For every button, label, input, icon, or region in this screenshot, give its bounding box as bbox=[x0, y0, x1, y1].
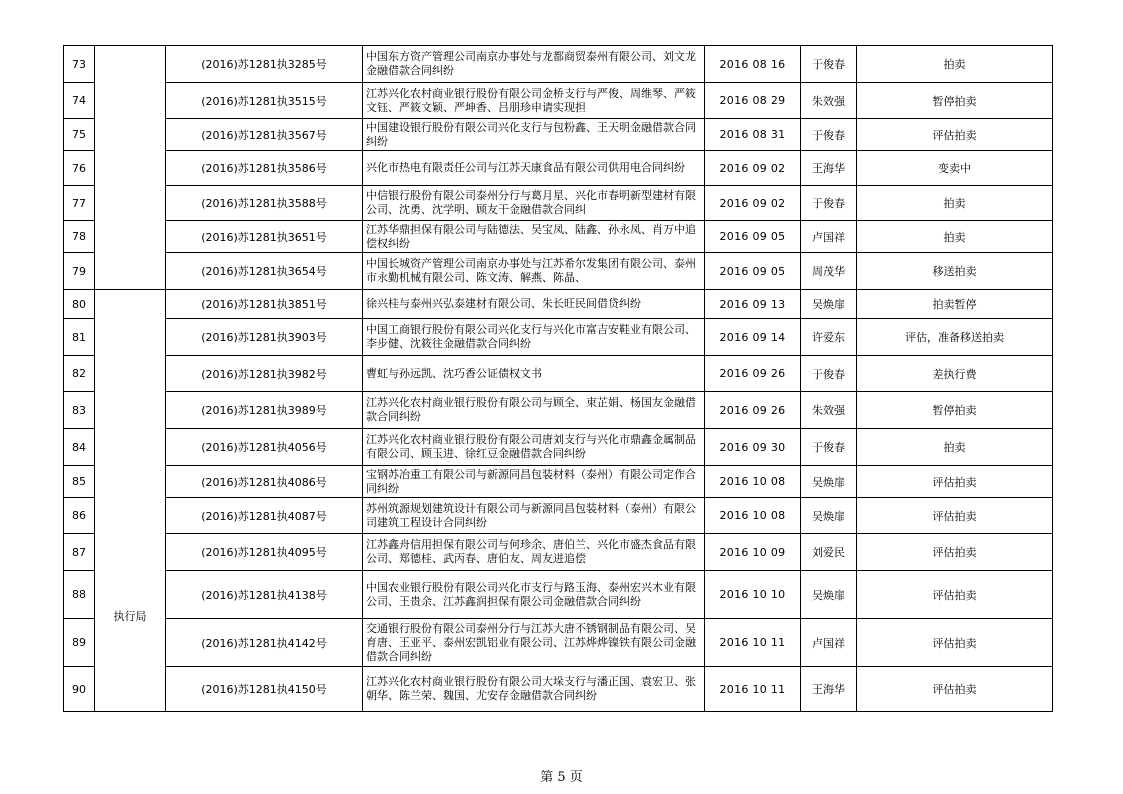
judge-name: 王海华 bbox=[801, 667, 857, 712]
case-number: (2016)苏1281执3515号 bbox=[166, 83, 363, 119]
row-number: 78 bbox=[64, 221, 95, 253]
case-status: 评估拍卖 bbox=[857, 667, 1053, 712]
filing-date: 2016 09 26 bbox=[705, 356, 801, 392]
row-number: 80 bbox=[64, 290, 95, 319]
case-cause bbox=[363, 667, 705, 712]
row-number: 90 bbox=[64, 667, 95, 712]
table-row bbox=[64, 667, 1053, 712]
filing-date: 2016 09 02 bbox=[705, 186, 801, 221]
case-cause bbox=[363, 290, 705, 319]
case-cause-text: 中国农业银行股份有限公司兴化市支行与路玉海、泰州宏兴木业有限公司、王贵余、江苏鑫润担保有限公司金融借款合同纠纷 bbox=[366, 580, 696, 608]
judge-name: 周茂华 bbox=[801, 253, 857, 290]
filing-date: 2016 09 26 bbox=[705, 392, 801, 429]
case-cause bbox=[363, 392, 705, 429]
case-status: 评估拍卖 bbox=[857, 498, 1053, 534]
case-number: (2016)苏1281执4138号 bbox=[166, 571, 363, 619]
judge-name: 朱效强 bbox=[801, 83, 857, 119]
case-cause bbox=[363, 186, 705, 221]
case-cause-text: 中国建设银行股份有限公司兴化支行与包粉鑫、王天明金融借款合同纠纷 bbox=[366, 120, 696, 148]
row-number: 76 bbox=[64, 151, 95, 186]
case-cause-text: 江苏兴化农村商业银行股份有限公司金桥支行与严俊、周维琴、严筱文钰、严筱文颖、严坤香、吕朋珍申请实现担 bbox=[366, 86, 696, 114]
case-number: (2016)苏1281执4087号 bbox=[166, 498, 363, 534]
case-cause-text: 中国工商银行股份有限公司兴化支行与兴化市富吉安鞋业有限公司、李步健、沈筱往金融借款合同纠纷 bbox=[366, 323, 696, 350]
case-cause-text: 江苏兴化农村商业银行股份有限公司唐刘支行与兴化市鼎鑫金属制品有限公司、顾玉进、徐红豆金融借款合同纠纷 bbox=[366, 433, 696, 460]
case-number: (2016)苏1281执4056号 bbox=[166, 429, 363, 466]
case-number: (2016)苏1281执3903号 bbox=[166, 319, 363, 356]
case-status: 移送拍卖 bbox=[857, 253, 1053, 290]
case-cause bbox=[363, 466, 705, 498]
filing-date: 2016 10 08 bbox=[705, 466, 801, 498]
judge-name: 吴焕扉 bbox=[801, 571, 857, 619]
case-status: 评估拍卖 bbox=[857, 534, 1053, 571]
judge-name: 于俊春 bbox=[801, 46, 857, 83]
case-number: (2016)苏1281执3982号 bbox=[166, 356, 363, 392]
filing-date: 2016 09 02 bbox=[705, 151, 801, 186]
case-cause bbox=[363, 571, 705, 619]
table-row bbox=[64, 319, 1053, 356]
filing-date: 2016 08 31 bbox=[705, 119, 801, 151]
case-cause-text: 江苏兴化农村商业银行股份有限公司与顾全、束芷娟、杨国友金融借款合同纠纷 bbox=[366, 396, 696, 423]
filing-date: 2016 10 10 bbox=[705, 571, 801, 619]
unit-cell-blank bbox=[95, 46, 166, 290]
filing-date: 2016 09 05 bbox=[705, 221, 801, 253]
filing-date: 2016 10 11 bbox=[705, 619, 801, 667]
case-cause bbox=[363, 619, 705, 667]
filing-date: 2016 08 29 bbox=[705, 83, 801, 119]
case-number: (2016)苏1281执3586号 bbox=[166, 151, 363, 186]
case-cause-text: 徐兴桂与泰州兴弘泰建材有限公司、朱长旺民间借贷纠纷 bbox=[366, 297, 641, 310]
case-cause-text: 中国长城资产管理公司南京办事处与江苏希尔发集团有限公司、泰州市永勤机械有限公司、陈文涛、解燕、陈晶、 bbox=[366, 257, 696, 284]
case-cause-text: 苏州筑源规划建筑设计有限公司与新源同昌包装材料（泰州）有限公司建筑工程设计合同纠纷 bbox=[366, 501, 696, 529]
row-number: 88 bbox=[64, 571, 95, 619]
case-status: 评估拍卖 bbox=[857, 466, 1053, 498]
table-row bbox=[64, 119, 1053, 151]
case-number: (2016)苏1281执3851号 bbox=[166, 290, 363, 319]
row-number: 77 bbox=[64, 186, 95, 221]
case-cause bbox=[363, 221, 705, 253]
judge-name: 卢国祥 bbox=[801, 221, 857, 253]
filing-date: 2016 10 08 bbox=[705, 498, 801, 534]
case-cause bbox=[363, 534, 705, 571]
judge-name: 于俊春 bbox=[801, 119, 857, 151]
row-number: 86 bbox=[64, 498, 95, 534]
filing-date: 2016 09 05 bbox=[705, 253, 801, 290]
case-number: (2016)苏1281执3654号 bbox=[166, 253, 363, 290]
row-number: 81 bbox=[64, 319, 95, 356]
table-row bbox=[64, 619, 1053, 667]
row-number: 73 bbox=[64, 46, 95, 83]
case-cause bbox=[363, 46, 705, 83]
case-cause-text: 江苏华鼎担保有限公司与陆德法、吴宝凤、陆鑫、孙永凤、肖万中追偿权纠纷 bbox=[366, 222, 696, 250]
case-cause-text: 交通银行股份有限公司泰州分行与江苏大唐不锈钢制品有限公司、吴育唐、王亚平、泰州宏凯铝业有限公司、江苏烨烨镍铁有限公司金融借款合同纠纷 bbox=[366, 621, 696, 663]
row-number: 89 bbox=[64, 619, 95, 667]
case-number: (2016)苏1281执3567号 bbox=[166, 119, 363, 151]
table-row bbox=[64, 151, 1053, 186]
case-cause-text: 曹虹与孙远凯、沈巧香公证债权文书 bbox=[366, 366, 542, 380]
case-status: 拍卖暂停 bbox=[857, 290, 1053, 319]
case-status: 拍卖 bbox=[857, 186, 1053, 221]
case-number: (2016)苏1281执3588号 bbox=[166, 186, 363, 221]
case-status: 评估，准备移送拍卖 bbox=[857, 319, 1053, 356]
table-row bbox=[64, 83, 1053, 119]
table-row bbox=[64, 186, 1053, 221]
table-row bbox=[64, 571, 1053, 619]
row-number: 84 bbox=[64, 429, 95, 466]
judge-name: 于俊春 bbox=[801, 356, 857, 392]
row-number: 83 bbox=[64, 392, 95, 429]
case-cause bbox=[363, 253, 705, 290]
filing-date: 2016 09 14 bbox=[705, 319, 801, 356]
unit-label: 执行局 bbox=[95, 290, 166, 712]
case-table bbox=[63, 45, 1053, 712]
case-number: (2016)苏1281执4086号 bbox=[166, 466, 363, 498]
table-row bbox=[64, 290, 1053, 319]
case-status: 拍卖 bbox=[857, 221, 1053, 253]
case-cause bbox=[363, 151, 705, 186]
case-status: 变卖中 bbox=[857, 151, 1053, 186]
case-cause bbox=[363, 319, 705, 356]
judge-name: 朱效强 bbox=[801, 392, 857, 429]
judge-name: 于俊春 bbox=[801, 429, 857, 466]
table-row bbox=[64, 534, 1053, 571]
judge-name: 吴焕扉 bbox=[801, 466, 857, 498]
case-status: 拍卖 bbox=[857, 46, 1053, 83]
filing-date: 2016 10 09 bbox=[705, 534, 801, 571]
case-table-body bbox=[64, 46, 1053, 712]
judge-name: 于俊春 bbox=[801, 186, 857, 221]
judge-name: 许爱东 bbox=[801, 319, 857, 356]
case-status: 评估拍卖 bbox=[857, 619, 1053, 667]
judge-name: 卢国祥 bbox=[801, 619, 857, 667]
row-number: 87 bbox=[64, 534, 95, 571]
row-number: 74 bbox=[64, 83, 95, 119]
row-number: 85 bbox=[64, 466, 95, 498]
case-number: (2016)苏1281执3285号 bbox=[166, 46, 363, 83]
case-number: (2016)苏1281执3651号 bbox=[166, 221, 363, 253]
judge-name: 王海华 bbox=[801, 151, 857, 186]
filing-date: 2016 09 30 bbox=[705, 429, 801, 466]
case-number: (2016)苏1281执4095号 bbox=[166, 534, 363, 571]
case-cause-text: 江苏鑫舟信用担保有限公司与何珍余、唐伯兰、兴化市盛杰食品有限公司、郑德桂、武丙春、唐伯友、周友进追偿 bbox=[366, 538, 696, 565]
filing-date: 2016 08 16 bbox=[705, 46, 801, 83]
case-number: (2016)苏1281执3989号 bbox=[166, 392, 363, 429]
case-cause bbox=[363, 356, 705, 392]
case-cause bbox=[363, 83, 705, 119]
row-number: 79 bbox=[64, 253, 95, 290]
page-number: 第 5 页 bbox=[540, 770, 583, 785]
table-row bbox=[64, 466, 1053, 498]
row-number: 75 bbox=[64, 119, 95, 151]
case-status: 暂停拍卖 bbox=[857, 392, 1053, 429]
row-number: 82 bbox=[64, 356, 95, 392]
case-cause-text: 兴化市热电有限责任公司与江苏天康食品有限公司供用电合同纠纷 bbox=[366, 161, 685, 174]
case-status: 暂停拍卖 bbox=[857, 83, 1053, 119]
case-cause bbox=[363, 429, 705, 466]
case-cause bbox=[363, 119, 705, 151]
table-row bbox=[64, 429, 1053, 466]
table-row bbox=[64, 253, 1053, 290]
filing-date: 2016 09 13 bbox=[705, 290, 801, 319]
case-status: 拍卖 bbox=[857, 429, 1053, 466]
judge-name: 刘爱民 bbox=[801, 534, 857, 571]
case-status: 评估拍卖 bbox=[857, 571, 1053, 619]
table-row bbox=[64, 498, 1053, 534]
filing-date: 2016 10 11 bbox=[705, 667, 801, 712]
case-cause-text: 中信银行股份有限公司泰州分行与葛月星、兴化市春明新型建材有限公司、沈勇、沈学明、顾友干金融借款合同纠 bbox=[366, 189, 696, 216]
case-cause-text: 中国东方资产管理公司南京办事处与龙都商贸泰州有限公司、刘文龙金融借款合同纠纷 bbox=[366, 50, 696, 77]
judge-name: 吴焕扉 bbox=[801, 498, 857, 534]
judge-name: 吴焕扉 bbox=[801, 290, 857, 319]
case-number: (2016)苏1281执4142号 bbox=[166, 619, 363, 667]
table-row bbox=[64, 46, 1053, 83]
table-row bbox=[64, 392, 1053, 429]
case-cause bbox=[363, 498, 705, 534]
case-number: (2016)苏1281执4150号 bbox=[166, 667, 363, 712]
case-cause-text: 宝钢苏冶重工有限公司与新源同昌包装材料（泰州）有限公司定作合同纠纷 bbox=[366, 467, 696, 495]
case-cause-text: 江苏兴化农村商业银行股份有限公司大垛支行与潘正国、袁宏卫、张朝华、陈兰荣、魏国、尤安存金融借款合同纠纷 bbox=[366, 675, 696, 702]
table-row bbox=[64, 221, 1053, 253]
case-status: 评估拍卖 bbox=[857, 119, 1053, 151]
case-status: 差执行费 bbox=[857, 356, 1053, 392]
table-row bbox=[64, 356, 1053, 392]
